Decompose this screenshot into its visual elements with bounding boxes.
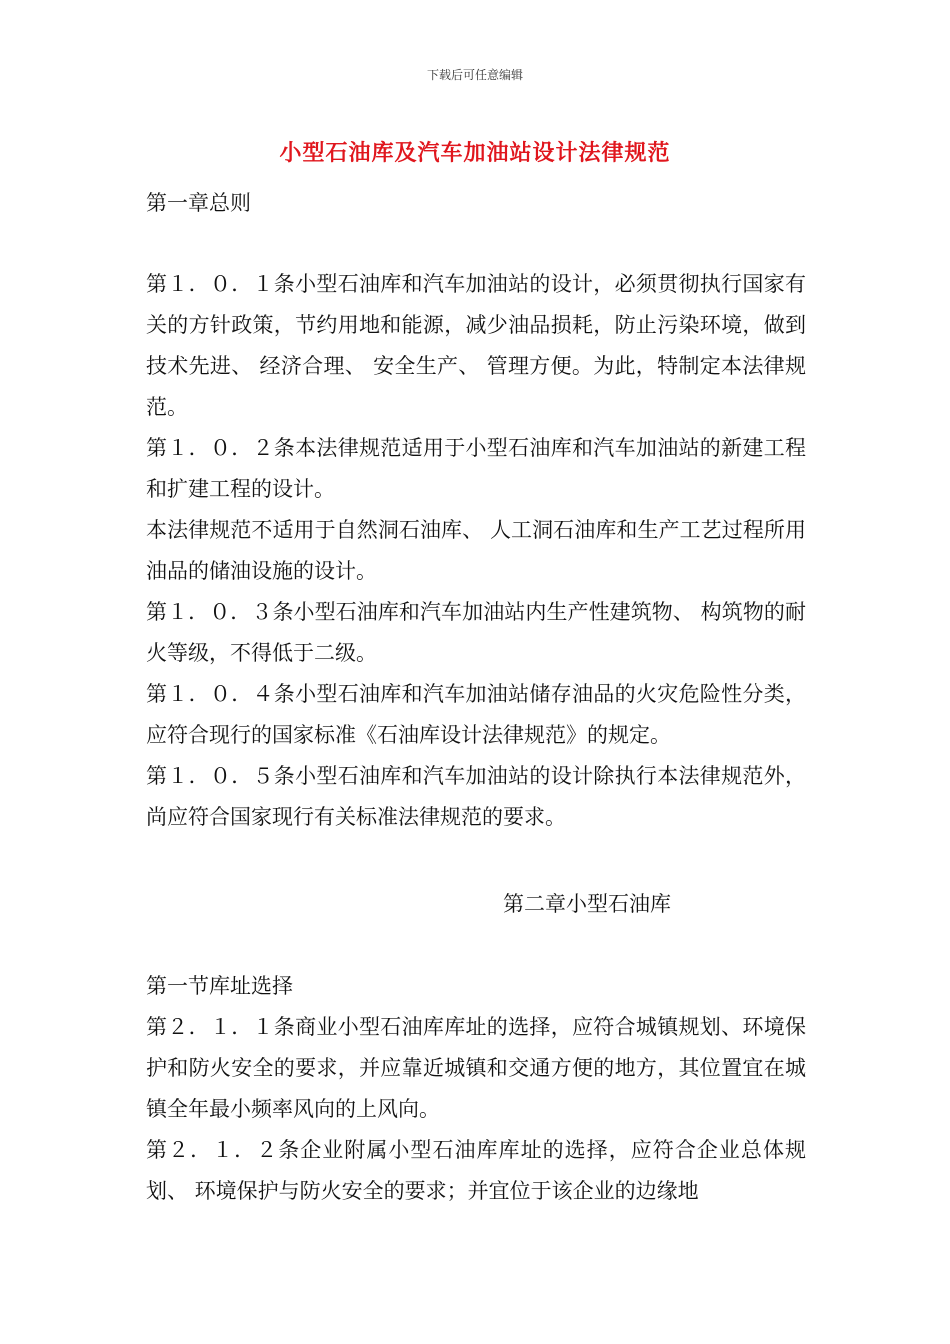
paragraph: 第２．１．２条企业附属小型石油库库址的选择，应符合企业总体规划、 环境保护与防火安全的要求；并宜位于该企业的边缘地 [146,1138,806,1203]
paragraph: 第１．０．４条小型石油库和汽车加油站储存油品的火灾危险性分类，应符合现行的国家标准《石油库设计法律规范》的规定。 [146,682,806,747]
chapter-1-heading: 第一章总则 [146,191,251,215]
paragraph: 第１．０．２条本法律规范适用于小型石油库和汽车加油站的新建工程和扩建工程的设计。 [146,436,806,501]
header-note: 下载后可任意编辑 [426,68,523,82]
chapter-2-heading: 第二章小型石油库 [503,892,671,916]
document-title: 小型石油库及汽车加油站设计法律规范 [279,140,671,166]
chapter-1-body [146,264,806,838]
paragraph: 第２．１．１条商业小型石油库库址的选择，应符合城镇规划、环境保护和防火安全的要求，并应靠近城镇和交通方便的地方，其位置宜在城镇全年最小频率风向的上风向。 [146,1015,806,1121]
paragraph: 第１．０．３条小型石油库和汽车加油站内生产性建筑物、 构筑物的耐火等级，不得低于二级。 [146,600,806,665]
section-heading: 第一节库址选择 [146,974,293,998]
paragraph: 第１．０．１条小型石油库和汽车加油站的设计，必须贯彻执行国家有关的方针政策，节约用地和能源，减少油品损耗，防止污染环境，做到技术先进、 经济合理、 安全生产、 管理方便。为此，特制定本法律规范。 [146,272,806,419]
paragraph: 第１．０．５条小型石油库和汽车加油站的设计除执行本法律规范外，尚应符合国家现行有关标准法律规范的要求。 [146,764,806,829]
chapter-2-body [146,966,806,1212]
paragraph: 本法律规范不适用于自然洞石油库、 人工洞石油库和生产工艺过程所用油品的储油设施的设计。 [146,518,806,583]
